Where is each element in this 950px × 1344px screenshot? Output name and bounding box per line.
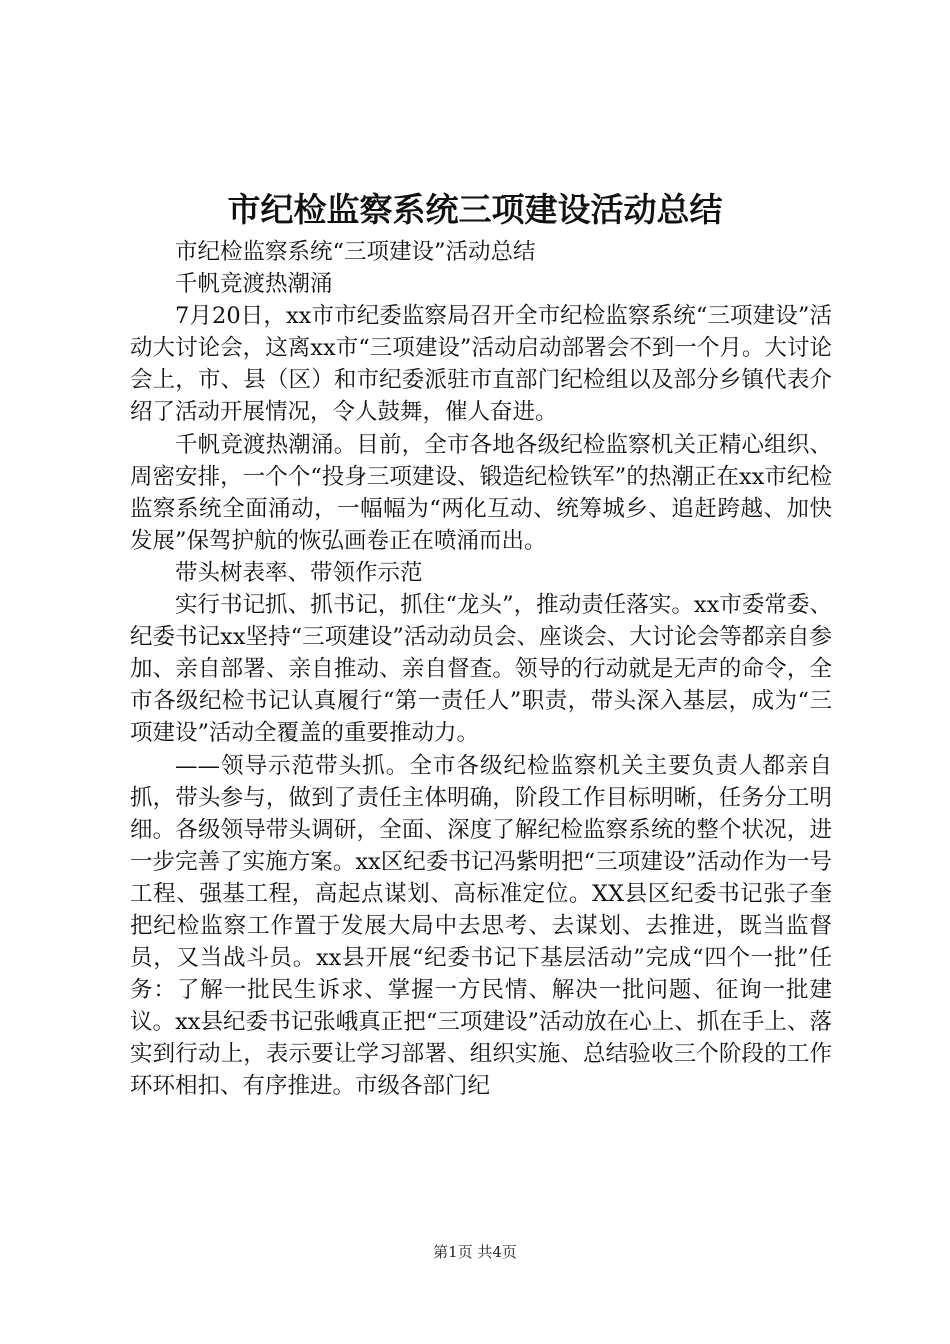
subtitle-paragraph: 市纪检监察系统“三项建设”活动总结 — [175, 239, 536, 265]
document-title: 市纪检监察系统三项建设活动总结 — [227, 190, 723, 229]
body-paragraph-2: 千帆竞渡热潮涌。目前，全市各地各级纪检监察机关正精心组织、周密安排，一个个“投身三项建设、锻造纪检铁军”的热潮正在xx市纪检监察系统全面涌动，一幅幅为“两化互动、统筹城乡、追赶跨越、加快发展”保驾护航的恢弘画卷正在喷涌而出。 — [130, 431, 832, 554]
page-footer — [0, 1242, 950, 1262]
page-total: 共4页 — [477, 1243, 517, 1261]
page-number: 第1页 — [433, 1243, 473, 1261]
section-heading-1: 千帆竞渡热潮涌 — [175, 271, 333, 298]
section-heading-2: 带头树表率、带领作示范 — [175, 559, 423, 586]
body-paragraph-4: ——领导示范带头抓。全市各级纪检监察机关主要负责人都亲自抓，带头参与，做到了责任主体明确，阶段工作目标明晰，任务分工明细。各级领导带头调研，全面、深度了解纪检监察系统的整个状况，进一步完善了实施方案。xx区纪委书记冯紫明把“三项建设”活动作为一号工程、强基工程，高起点谋划、高标准定位。XX县区纪委书记张子奎把纪检监察工作置于发展大局中去思考、去谋划、去推进，既当监督员，又当战斗员。xx县开展“纪委书记下基层活动”完成“四个一批”任务：了解一批民生诉求、掌握一方民情、解决一批问题、征询一批建议。xx县纪委书记张峨真正把“三项建设”活动放在心上、抓在手上、落实到行动上，表示要让学习部署、组织实施、总结验收三个阶段的工作环环相扣、有序推进。市级各部门纪 — [130, 752, 832, 1100]
body-paragraph-3: 实行书记抓、抓书记，抓住“龙头”，推动责任落实。xx市委常委、纪委书记xx坚持“三项建设”活动动员会、座谈会、大讨论会等都亲自参加、亲自部署、亲自推动、亲自督查。领导的行动就是无声的命令，全市各级纪检书记认真履行“第一责任人”职责，带头深入基层，成为“三项建设”活动全覆盖的重要推动力。 — [130, 592, 832, 747]
document-body — [130, 236, 832, 1103]
body-paragraph-1: 7月20日，xx市市纪委监察局召开全市纪检监察系统“三项建设”活动大讨论会，这离xx市“三项建设”活动启动部署会不到一个月。大讨论会上，市、县（区）和市纪委派驻市直部门纪检组以及部分乡镇代表介绍了活动开展情况，令人鼓舞，催人奋进。 — [130, 303, 832, 426]
